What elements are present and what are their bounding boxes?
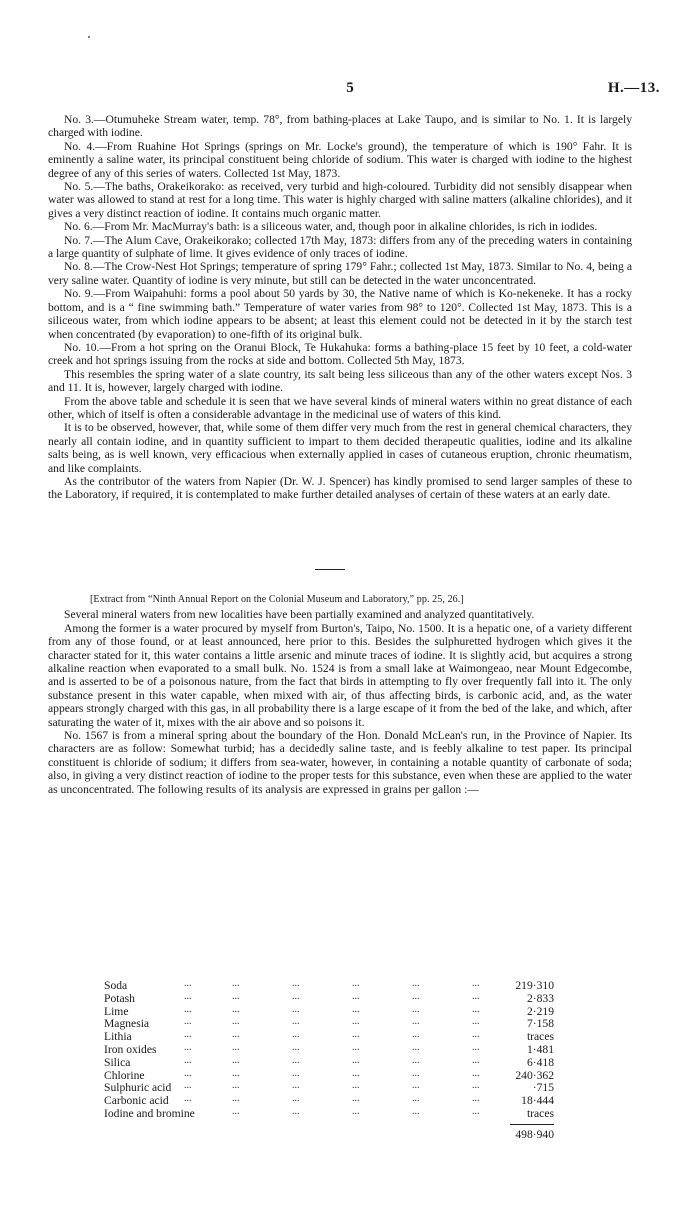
constituent-value: ·715 — [532, 1081, 554, 1095]
leader-dots: ... — [472, 1041, 480, 1053]
leader-dots: ... — [352, 1003, 360, 1015]
paragraph-no-8: No. 8.—The Crow-Nest Hot Springs; temperature of spring 179° Fahr.; collected 1st May, 1873. Similar to No. 4, being a very saline water. Quantity of iodine is very minute, but still can be detected in the water unconcentrated. — [48, 260, 632, 287]
extract-paragraph-mclean: No. 1567 is from a mineral spring about the boundary of the Hon. Donald McLean's run, in the Province of Napier. Its characters are as follow: Somewhat turbid; has a decidedly saline taste, and is feebly alkaline to test paper. Its principal constituent is chloride of sodium; it differs from sea-water, however, in containing a notable quantity of carbonate of soda; also, in giving a very distinct reaction of iodine to the proper tests for this substance, even when these are applied to the water as unconcentrated. The following results of its analysis are expressed in grains per gallon :— — [48, 729, 632, 796]
leader-dots: ... — [412, 1029, 420, 1041]
constituent-name: Magnesia — [104, 1017, 150, 1031]
leader-dots: ... — [352, 1067, 360, 1079]
paragraph-summary: From the above table and schedule it is seen that we have several kinds of mineral waters within no great distance of each other, which of itself is often a considerable advantage in the medicinal use of waters of this kind. — [48, 394, 632, 421]
leader-dots: ... — [412, 1041, 420, 1053]
constituent-value: traces — [526, 1106, 554, 1120]
leader-dots: ... — [232, 990, 240, 1002]
speck-mark — [88, 36, 90, 38]
constituent-name: Lime — [104, 1004, 129, 1018]
leader-dots: ... — [472, 1029, 480, 1041]
leader-dots: ... — [352, 1029, 360, 1041]
leader-dots: ... — [292, 978, 300, 989]
constituent-name: Iron oxides — [104, 1042, 157, 1056]
constituent-name: Lithia — [104, 1030, 132, 1044]
leader-dots: ... — [352, 1054, 360, 1066]
constituent-value: traces — [526, 1030, 554, 1044]
leader-dots: ... — [232, 1105, 240, 1117]
table-row — [104, 990, 554, 1006]
leader-dots: ... — [472, 1003, 480, 1015]
table-row — [104, 1105, 554, 1121]
leader-dots: ... — [184, 978, 192, 989]
leader-dots: ... — [292, 1093, 300, 1105]
leader-dots: ... — [292, 1105, 300, 1117]
paper-code: H.—13. — [607, 80, 660, 96]
page-header — [40, 80, 660, 102]
constituent-name: Iodine and bromine — [104, 1106, 195, 1120]
leader-dots: ... — [472, 1016, 480, 1028]
total-rule — [104, 1121, 554, 1129]
leader-dots: ... — [292, 1003, 300, 1015]
constituent-value: 7·158 — [526, 1017, 554, 1031]
leader-dots: ... — [352, 1093, 360, 1105]
extract-paragraph-intro: Several mineral waters from new localities have been partially examined and analyzed quantitatively. — [64, 608, 535, 622]
leader-dots: ... — [412, 978, 420, 989]
constituent-value: 1·481 — [526, 1042, 554, 1056]
leader-dots: ... — [292, 1054, 300, 1066]
paragraph-no-9: No. 9.—From Waipahuhi: forms a pool about 50 yards by 30, the Native name of which is Ko-nekeneke. It has a rocky bottom, and is a “ fine swimming bath.” Temperature of water varies from 98° to 120°. Collected 1st May, 1873. This is a siliceous water, from which iodine appears to be absent; at least this element could not be detected in it by the starch test when concentrated (by evaporation) to one-fifth of its original bulk. — [48, 287, 632, 341]
leader-dots: ... — [412, 990, 420, 1002]
constituent-value: 18·444 — [521, 1094, 554, 1108]
table-row — [104, 1067, 554, 1083]
leader-dots: ... — [184, 1054, 192, 1066]
leader-dots: ... — [232, 1041, 240, 1053]
leader-dots: ... — [472, 1093, 480, 1105]
table-row — [104, 1018, 554, 1031]
total-value: 498·940 — [515, 1127, 554, 1141]
table-row — [104, 1041, 554, 1057]
constituent-name: Chlorine — [104, 1068, 145, 1082]
leader-dots: ... — [472, 990, 480, 1002]
leader-dots: ... — [472, 1067, 480, 1079]
leader-dots: ... — [412, 1080, 420, 1092]
leader-dots: ... — [232, 1054, 240, 1066]
constituent-value: 2·219 — [526, 1004, 554, 1018]
leader-dots: ... — [184, 1093, 192, 1105]
leader-dots: ... — [184, 990, 192, 1002]
leader-dots: ... — [352, 1105, 360, 1117]
leader-dots: ... — [184, 1016, 192, 1028]
leader-dots: ... — [232, 1093, 240, 1105]
constituent-value: 219·310 — [515, 979, 554, 992]
leader-dots: ... — [232, 1067, 240, 1079]
leader-dots: ... — [412, 1105, 420, 1117]
table-row — [104, 1003, 554, 1019]
leader-dots: ... — [292, 1029, 300, 1041]
leader-dots: ... — [184, 1029, 192, 1041]
leader-dots: ... — [292, 1041, 300, 1053]
paragraph-no-7: No. 7.—The Alum Cave, Orakeikorako; collected 17th May, 1873: differs from any of the preceding waters in containing a large quantity of sulphate of lime. It gives evidence of only traces of iodine. — [48, 233, 632, 261]
leader-dots: ... — [472, 978, 480, 989]
leader-dots: ... — [292, 1067, 300, 1079]
table-row — [104, 1031, 554, 1044]
extract-section — [48, 593, 632, 796]
constituent-value: 240·362 — [515, 1068, 554, 1082]
leader-dots: ... — [184, 1080, 192, 1092]
leader-dots: ... — [232, 1029, 240, 1041]
table-row — [104, 1082, 554, 1095]
constituent-value: 2·833 — [526, 991, 554, 1005]
constituent-name: Sulphuric acid — [104, 1081, 172, 1095]
leader-dots: ... — [184, 1067, 192, 1079]
leader-dots: ... — [472, 1054, 480, 1066]
leader-dots: ... — [352, 990, 360, 1002]
leader-dots: ... — [412, 1067, 420, 1079]
leader-dots: ... — [232, 1003, 240, 1015]
paragraph-no-5: No. 5.—The baths, Orakeikorako: as received, very turbid and high-coloured. Turbidity did not sensibly disappear when water was allowed to stand at rest for a long time. This water is highly charged with saline matters (alkaline chlorides), and it gives a very distinct reaction of iodine. It contains much organic matter. — [48, 180, 632, 220]
extract-paragraph-burton: Among the former is a water procured by myself from Burton's, Taipo, No. 1500. It is a hepatic one, of a variety different from any of those found, or at least announced, here prior to this. Besides the sulphuretted hydrogen which gives it the character stated for it, this water contains a little arsenic and minute traces of iodine. It is slightly acid, but acquires a strong alkaline reaction when evaporated to a small bulk. No. 1524 is from a small lake at Waimongeao, near Mount Edgecombe, and is asserted to be of a poisonous nature, from the fact that birds in attempting to fly over frequently fall into it. The only substance present in this water capable, when mixed with air, of thus affecting birds, is carbonic acid, and, as the water appears strongly charged with this gas, in all probability there is a large escape of it from the bed of the lake, and which, after saturating the water of it, mixes with the air above and so poisons it. — [48, 621, 632, 729]
total-row — [104, 1129, 554, 1142]
paragraph-observation: It is to be observed, however, that, while some of them differ very much from the rest in general chemical characters, they nearly all contain iodine, and in quantity sufficient to impart to them decided therapeutic qualities, iodine and its alkaline salts being, as is well known, very efficacious when externally applied in cases of cutaneous eruption, chronic rheumatism, and like complaints. — [48, 421, 632, 475]
leader-dots: ... — [472, 1105, 480, 1117]
page-number: 5 — [346, 80, 354, 96]
constituent-name: Potash — [104, 991, 135, 1005]
paragraph-contributor: As the contributor of the waters from Napier (Dr. W. J. Spencer) has kindly promised to send larger samples of these to the Laboratory, if required, it is contemplated to make further detailed analyses of certain of these waters at an early date. — [48, 474, 632, 502]
leader-dots: ... — [184, 1003, 192, 1015]
leader-dots: ... — [232, 1016, 240, 1028]
constituent-name: Carbonic acid — [104, 1094, 169, 1108]
table-row — [104, 980, 554, 993]
leader-dots: ... — [184, 1041, 192, 1053]
report-body — [48, 113, 632, 502]
paragraph-no-4: No. 4.—From Ruahine Hot Springs (springs on Mr. Locke's ground), the temperature of which is 190° Fahr. It is eminently a saline water, its principal constituent being chloride of sodium. This water is charged with iodine to the highest degree of any of this series of waters. Collected 1st May, 1873. — [48, 139, 632, 180]
leader-dots: ... — [352, 1016, 360, 1028]
paragraph-resemblance: This resembles the spring water of a slate country, its salt being less siliceous than any of the other waters except Nos. 3 and 11. It is, however, largely charged with iodine. — [48, 367, 632, 395]
leader-dots: ... — [232, 1080, 240, 1092]
leader-dots: ... — [352, 978, 360, 989]
leader-dots: ... — [232, 978, 240, 989]
constituent-name: Soda — [104, 979, 128, 992]
leader-dots: ... — [292, 1080, 300, 1092]
paragraph-no-3: No. 3.—Otumuheke Stream water, temp. 78°, from bathing-places at Lake Taupo, and is similar to No. 1. It is largely charged with iodine. — [48, 113, 632, 140]
leader-dots: ... — [412, 1093, 420, 1105]
leader-dots: ... — [472, 1080, 480, 1092]
leader-dots: ... — [412, 1016, 420, 1028]
leader-dots: ... — [292, 1016, 300, 1028]
constituent-value: 6·418 — [526, 1055, 554, 1069]
section-divider — [315, 569, 345, 570]
paragraph-no-10: No. 10.—From a hot spring on the Oranui Block, Te Hukahuka: forms a bathing-place 15 feet by 10 feet, a cold-water creek and hot springs issuing from the rocks at side and bottom. Collected 5th May, 1873. — [48, 340, 632, 368]
leader-dots: ... — [412, 1054, 420, 1066]
leader-dots: ... — [412, 1003, 420, 1015]
analysis-table — [104, 980, 554, 1142]
extract-heading: [Extract from “Ninth Annual Report on the Colonial Museum and Laboratory,” pp. 25, 26.] — [90, 594, 464, 605]
leader-dots: ... — [352, 1041, 360, 1053]
paragraph-no-6: No. 6.—From Mr. MacMurray's bath: is a siliceous water, and, though poor in alkaline chlorides, is rich in iodides. — [64, 220, 598, 234]
table-row — [104, 1054, 554, 1070]
constituent-name: Silica — [104, 1055, 131, 1069]
leader-dots: ... — [292, 990, 300, 1002]
leader-dots: ... — [352, 1080, 360, 1092]
